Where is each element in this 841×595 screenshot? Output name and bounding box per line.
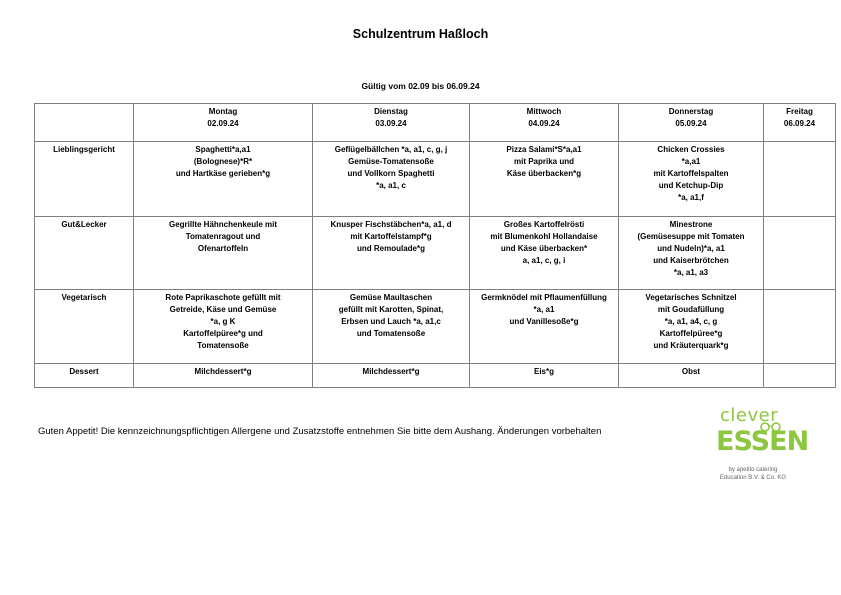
meal-cell: Obst: [619, 364, 764, 388]
logo-word-main: ESSEN: [716, 426, 809, 457]
menu-table: [34, 103, 836, 388]
meal-cell: [764, 364, 836, 388]
table-row: [35, 142, 836, 217]
meal-cell: Eis*g: [470, 364, 619, 388]
day-header-monday: Montag 02.09.24: [134, 104, 313, 142]
table-row: [35, 364, 836, 388]
meal-cell: Großes Kartoffelrösti mit Blumenkohl Hollandaise und Käse überbacken* a, a1, c, g, i: [470, 217, 619, 290]
meal-cell: Milchdessert*g: [134, 364, 313, 388]
meal-cell: Chicken Crossies *a,a1 mit Kartoffelspalten und Ketchup-Dip *a, a1,f: [619, 142, 764, 217]
table-row: [35, 290, 836, 364]
meal-cell: Milchdessert*g: [313, 364, 470, 388]
meal-cell: Geflügelbällchen *a, a1, c, g, j Gemüse-Tomatensoße und Vollkorn Spaghetti *a, a1, c: [313, 142, 470, 217]
table-header-row: [35, 104, 836, 142]
meal-cell: [764, 142, 836, 217]
meal-cell: Gemüse Maultaschen gefüllt mit Karotten, Spinat, Erbsen und Lauch *a, a1,c und Tomatensoße: [313, 290, 470, 364]
meal-cell: Spaghetti*a,a1 (Bolognese)*R* und Hartkäse gerieben*g: [134, 142, 313, 217]
meal-cell: [764, 217, 836, 290]
day-header-friday: Freitag 06.09.24: [764, 104, 836, 142]
row-label-lieblingsgericht: Lieblingsgericht: [35, 142, 134, 217]
meal-cell: Pizza Salami*S*a,a1 mit Paprika und Käse überbacken*g: [470, 142, 619, 217]
meal-cell: [764, 290, 836, 364]
meal-cell: Gegrillte Hähnchenkeule mit Tomatenragout und Ofenartoffeln: [134, 217, 313, 290]
allergen-notice: Guten Appetit! Die kennzeichnungspflichtigen Allergene und Zusatzstoffe entnehmen Sie bitte dem Aushang. Änderungen vorbehalten: [38, 426, 602, 437]
table-row: [35, 217, 836, 290]
meal-cell: Minestrone (Gemüsesuppe mit Tomaten und Nudeln)*a, a1 und Kaiserbrötchen *a, a1, a3: [619, 217, 764, 290]
day-header-thursday: Donnerstag 05.09.24: [619, 104, 764, 142]
logo-tagline: by apetito catering Education B.V. & Co. KG: [719, 467, 787, 481]
document-title: Schulzentrum Haßloch: [352, 27, 489, 41]
day-header-tuesday: Dienstag 03.09.24: [313, 104, 470, 142]
row-label-gut-lecker: Gut&Lecker: [35, 217, 134, 290]
meal-cell: Knusper Fischstäbchen*a, a1, d mit Kartoffelstampf*g und Remoulade*g: [313, 217, 470, 290]
row-label-dessert: Dessert: [35, 364, 134, 388]
meal-cell: Germknödel mit Pflaumenfüllung *a, a1 und Vanillesoße*g: [470, 290, 619, 364]
meal-cell: Vegetarisches Schnitzel mit Goudafüllung *a, a1, a4, c, g Kartoffelpüree*g und Kräuterquark*g: [619, 290, 764, 364]
day-header-wednesday: Mittwoch 04.09.24: [470, 104, 619, 142]
row-label-vegetarisch: Vegetarisch: [35, 290, 134, 364]
validity-period: Gültig vom 02.09 bis 06.09.24: [361, 81, 480, 91]
meal-cell: Rote Paprikaschote gefüllt mit Getreide, Käse und Gemüse *a, g K Kartoffelpüree*g und Tomatensoße: [134, 290, 313, 364]
logo-word-top: clever: [720, 405, 779, 426]
corner-cell: [35, 104, 134, 142]
